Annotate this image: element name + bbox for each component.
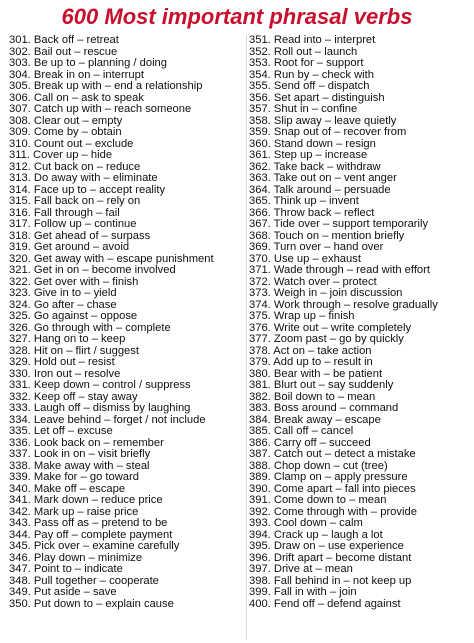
left-column (9, 35, 245, 610)
list-item: 324. Go after – chase (9, 299, 117, 311)
list-item: 303. Be up to – planning / doing (9, 58, 167, 69)
list-item: 392. Come through with – provide (249, 506, 417, 518)
list-item: 330. Iron out – resolve (9, 368, 121, 380)
list-item: 316. Fall through – fail (9, 207, 120, 219)
list-item: 329. Hold out – resist (9, 357, 115, 368)
list-item: 373. Weigh in – join discussion (249, 288, 403, 299)
list-item: 326. Go through with – complete (9, 322, 171, 334)
list-item: 398. Fall behind in – not keep up (249, 575, 412, 587)
list-item: 397. Drive at – mean (249, 564, 353, 575)
right-column (249, 35, 472, 610)
list-item: 361. Step up – increase (249, 150, 368, 161)
list-item: 376. Write out – write completely (249, 322, 412, 334)
list-item: 366. Throw back – reflect (249, 207, 375, 219)
list-item: 328. Hit on – flirt / suggest (9, 345, 139, 357)
list-item: 371. Wade through – read with effort (249, 265, 430, 276)
list-item: 369. Turn over – hand over (249, 242, 384, 253)
list-item: 379. Add up to – result in (249, 357, 373, 368)
list-item: 384. Break away – escape (249, 414, 381, 426)
list-item: 337. Look in on – visit briefly (9, 449, 151, 460)
list-item: 320. Get away with – escape punishment (9, 253, 214, 265)
list-item: 346. Play down – minimize (9, 552, 143, 564)
list-item: 393. Cool down – calm (249, 518, 363, 529)
list-item: 385. Call off – cancel (249, 426, 354, 437)
list-item: 350. Put down to – explain cause (9, 598, 174, 610)
list-item: 374. Work through – resolve gradually (249, 299, 438, 311)
list-item: 381. Blurt out – say suddenly (249, 380, 394, 391)
list-item: 312. Cut back on – reduce (9, 161, 141, 173)
list-item: 306. Call on – ask to speak (9, 92, 144, 104)
list-item: 394. Crack up – laugh a lot (249, 529, 383, 541)
list-item: 309. Come by – obtain (9, 127, 122, 138)
list-item: 387. Catch out – detect a mistake (249, 449, 416, 460)
list-item: 400. Fend off – defend against (249, 598, 401, 610)
page-title: 600 Most important phrasal verbs (61, 4, 413, 29)
list-item: 382. Boil down to – mean (249, 391, 376, 403)
list-item: 358. Slip away – leave quietly (249, 115, 397, 127)
list-item: 367. Tide over – support temporarily (249, 219, 429, 230)
list-item: 357. Shut in – confine (249, 104, 358, 115)
list-item: 362. Take back – withdraw (249, 161, 381, 173)
list-item: 383. Boss around – command (249, 403, 399, 414)
list-item: 349. Put aside – save (9, 587, 117, 598)
list-item: 305. Break up with – end a relationship (9, 81, 203, 92)
list-item: 314. Face up to – accept reality (9, 184, 166, 196)
list-item: 377. Zoom past – go by quickly (249, 334, 404, 345)
list-item: 356. Set apart – distinguish (249, 92, 385, 104)
list-item: 399. Fall in with – join (249, 587, 357, 598)
list-item: 335. Let off – excuse (9, 426, 113, 437)
list-item: 319. Get around – avoid (9, 242, 130, 253)
list-item: 347. Point to – indicate (9, 564, 123, 575)
list-item: 344. Pay off – complete payment (9, 529, 173, 541)
list-item: 364. Talk around – persuade (249, 184, 391, 196)
list-item: 302. Bail out – rescue (9, 46, 118, 58)
list-item: 391. Come down to – mean (249, 495, 387, 506)
list-item: 331. Keep down – control / suppress (9, 380, 191, 391)
list-item: 310. Count out – exclude (9, 138, 134, 150)
list-item: 348. Pull together – cooperate (9, 575, 159, 587)
list-item: 338. Make away with – steal (9, 460, 150, 472)
list-item: 317. Follow up – continue (9, 219, 137, 230)
list-item: 325. Go against – oppose (9, 311, 138, 322)
list-item: 340. Make off – escape (9, 483, 126, 495)
list-item: 322. Get over with – finish (9, 276, 139, 288)
list-item: 351. Read into – interpret (249, 35, 376, 46)
list-item: 304. Break in on – interrupt (9, 69, 144, 81)
list-item: 343. Pass off as – pretend to be (9, 518, 168, 529)
column-divider (246, 35, 247, 640)
list-item: 355. Send off – dispatch (249, 81, 370, 92)
list-item: 378. Act on – take action (249, 345, 372, 357)
list-item: 315. Fall back on – rely on (9, 196, 141, 207)
list-item: 352. Roll out – launch (249, 46, 358, 58)
list-item: 363. Take out on – vent anger (249, 173, 397, 184)
list-item: 380. Bear with – be patient (249, 368, 383, 380)
list-item: 341. Mark down – reduce price (9, 495, 163, 506)
list-item: 375. Wrap up – finish (249, 311, 355, 322)
list-item: 318. Get ahead of – surpass (9, 230, 151, 242)
list-item: 368. Touch on – mention briefly (249, 230, 405, 242)
list-item: 339. Make for – go toward (9, 472, 139, 483)
list-item: 334. Leave behind – forget / not include (9, 414, 206, 426)
list-item: 333. Laugh off – dismiss by laughing (9, 403, 191, 414)
list-item: 307. Catch up with – reach someone (9, 104, 192, 115)
list-item: 386. Carry off – succeed (249, 437, 371, 449)
list-item: 342. Mark up – raise price (9, 506, 139, 518)
list-item: 396. Drift apart – become distant (249, 552, 412, 564)
list-item: 321. Get in on – become involved (9, 265, 176, 276)
list-item: 354. Run by – check with (249, 69, 374, 81)
list-item: 345. Pick over – examine carefully (9, 541, 180, 552)
list-item: 308. Clear out – empty (9, 115, 123, 127)
list-item: 332. Keep off – stay away (9, 391, 138, 403)
list-item: 395. Draw on – use experience (249, 541, 404, 552)
list-item: 323. Give in to – yield (9, 288, 117, 299)
list-item: 389. Clamp on – apply pressure (249, 472, 408, 483)
list-item: 353. Root for – support (249, 58, 364, 69)
list-item: 365. Think up – invent (249, 196, 359, 207)
list-item: 313. Do away with – eliminate (9, 173, 158, 184)
list-item: 301. Back off – retreat (9, 35, 119, 46)
list-item: 388. Chop down – cut (tree) (249, 460, 388, 472)
list-item: 372. Watch over – protect (249, 276, 377, 288)
list-item: 311. Cover up – hide (9, 150, 113, 161)
list-item: 327. Hang on to – keep (9, 334, 126, 345)
list-item: 370. Use up – exhaust (249, 253, 361, 265)
list-item: 390. Come apart – fall into pieces (249, 483, 416, 495)
list-item: 336. Look back on – remember (9, 437, 164, 449)
list-item: 359. Snap out of – recover from (249, 127, 407, 138)
list-item: 360. Stand down – resign (249, 138, 376, 150)
